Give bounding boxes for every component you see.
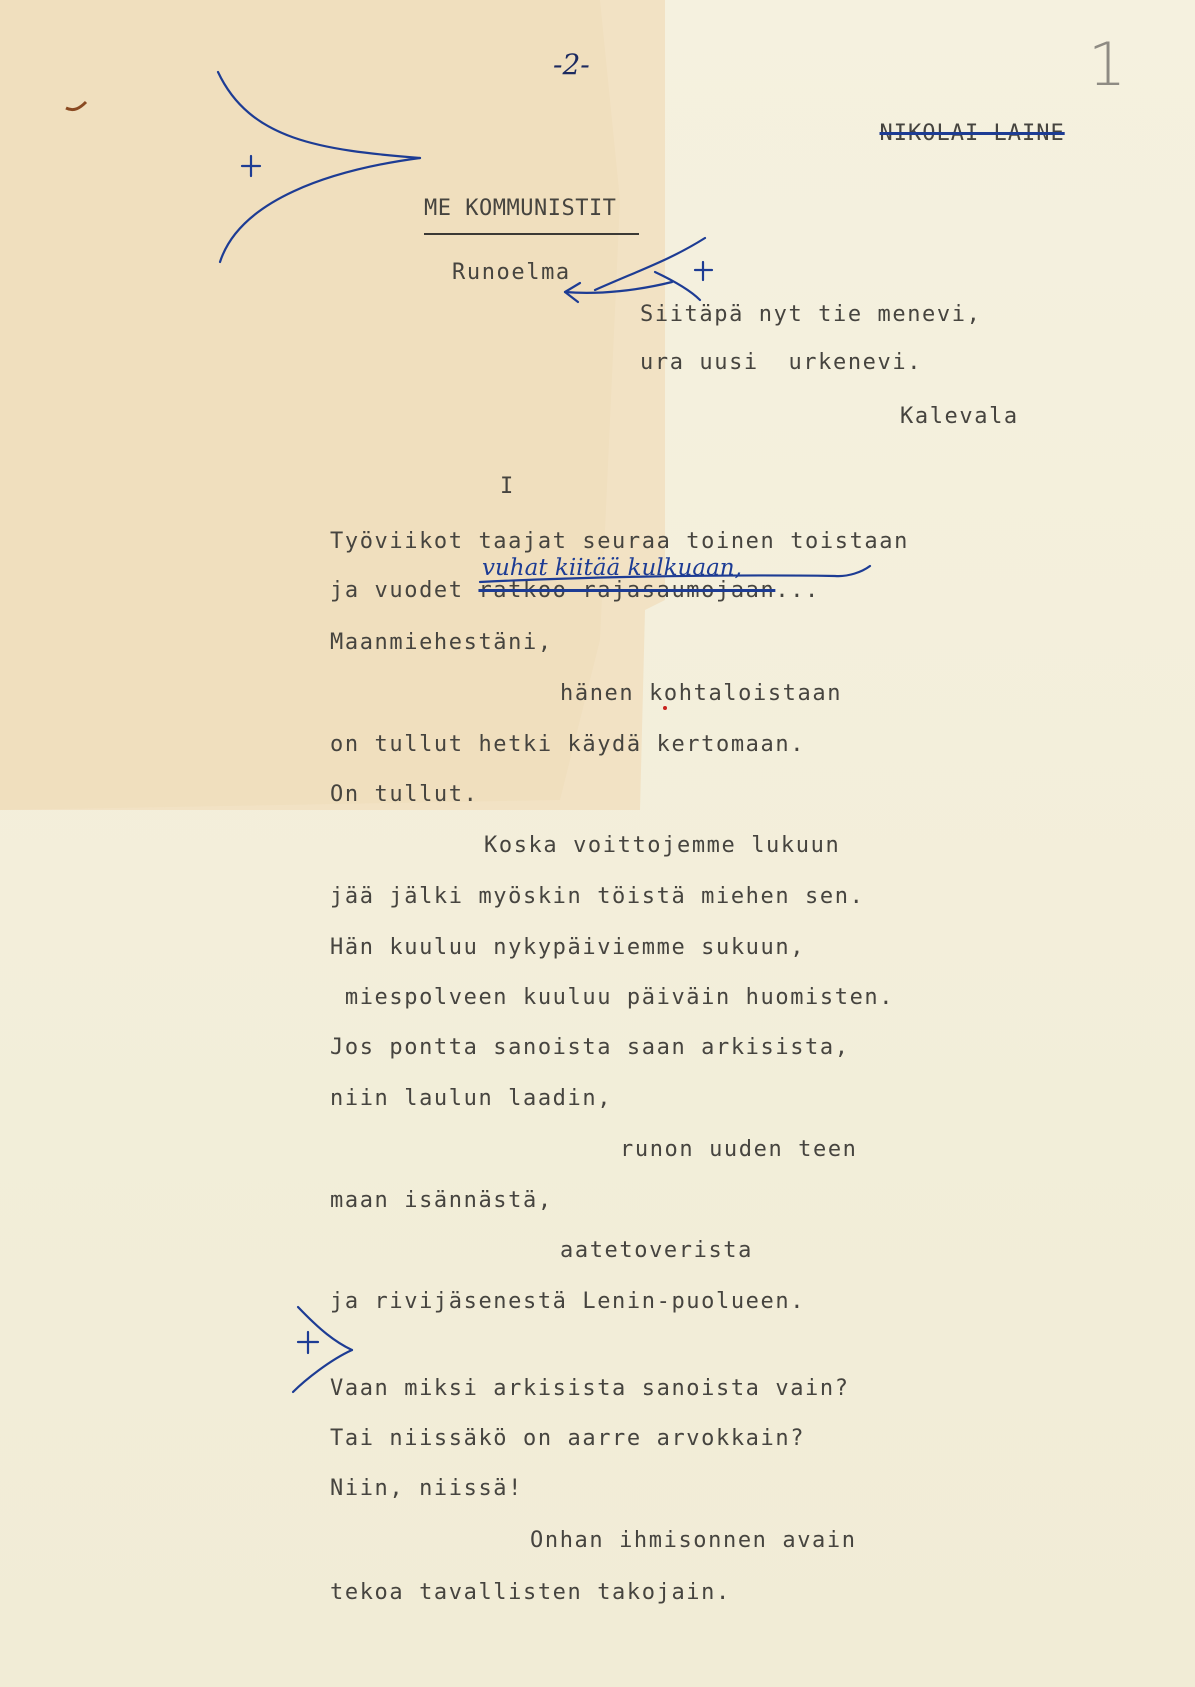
ink-bracket-mark-stanza [298, 1307, 352, 1350]
poem-line-1: Työviikot taajat seuraa toinen toistaan [330, 529, 909, 554]
poem-line-12: niin laulun laadin, [330, 1086, 613, 1111]
epigraph-source: Kalevala [900, 404, 1019, 429]
poem-line-4: hänen kohtaloistaan [560, 681, 843, 706]
ink-bracket-mark-top [218, 72, 420, 158]
section-numeral: I [500, 474, 515, 499]
poem-line-7: Koska voittojemme lukuun [484, 833, 841, 858]
ink-arrow-mark [595, 238, 705, 290]
poem-line-18: Tai niissäkö on aarre arvokkain? [330, 1426, 806, 1451]
ink-plus-mark-1 [242, 156, 260, 176]
poem-line-2-end: ... [775, 578, 820, 603]
poem-title: ME KOMMUNISTIT [424, 196, 617, 221]
poem-line-15: aatetoverista [560, 1238, 753, 1263]
poem-line-14: maan isännästä, [330, 1188, 553, 1213]
poem-line-21: tekoa tavallisten takojain. [330, 1580, 731, 1605]
poem-subtitle: Runoelma [452, 260, 571, 285]
poem-line-19: Niin, niissä! [330, 1476, 523, 1501]
poem-line-5: on tullut hetki käydä kertomaan. [330, 732, 806, 757]
pencil-folio-mark: 1 [1088, 30, 1127, 100]
poem-line-8: jää jälki myöskin töistä miehen sen. [330, 884, 865, 909]
poem-line-16: ja rivijäsenestä Lenin-puolueen. [330, 1289, 806, 1314]
poem-line-3: Maanmiehestäni, [330, 630, 553, 655]
poem-line-2-start: ja vuodet [330, 578, 479, 603]
poem-line-9: Hän kuuluu nykypäiviemme sukuun, [330, 935, 806, 960]
handwritten-correction: vuhat kiitää kulkuaan, [482, 555, 742, 581]
page-number: -2- [553, 48, 590, 81]
epigraph-line-1: Siitäpä nyt tie menevi, [640, 302, 982, 327]
poem-line-6: On tullut. [330, 782, 479, 807]
poem-line-2-struck: ratkoo rajasaumojaan [478, 578, 776, 603]
poem-line-17: Vaan miksi arkisista sanoista vain? [330, 1376, 850, 1401]
ink-plus-mark-2 [695, 262, 712, 280]
stray-mark [66, 102, 86, 110]
poem-line-11: Jos pontta sanoista saan arkisista, [330, 1035, 850, 1060]
poem-line-20: Onhan ihmisonnen avain [530, 1528, 857, 1553]
poem-line-10: miespolveen kuuluu päiväin huomisten. [330, 985, 895, 1010]
author-name: NIKOLAI LAINE [879, 121, 1065, 146]
ink-plus-mark-3 [298, 1332, 318, 1353]
poem-line-13: runon uuden teen [620, 1137, 858, 1162]
epigraph-line-2: ura uusi urkenevi. [640, 350, 923, 375]
